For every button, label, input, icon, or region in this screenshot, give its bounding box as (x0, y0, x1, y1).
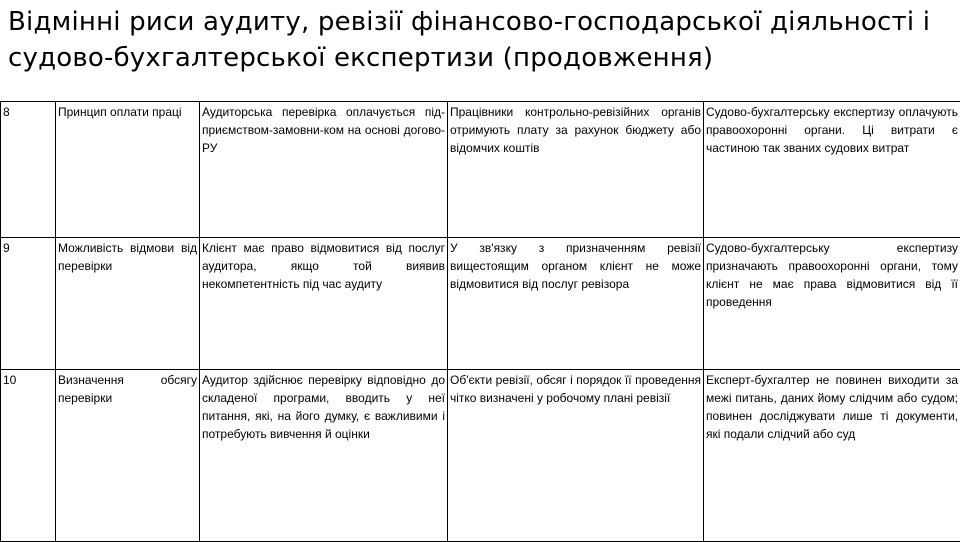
expertise-cell: Судово-бухгалтерську експертизу оплачують правоохоронні органи. Ці витрати є частиною так званих судових витрат (704, 102, 960, 238)
comparison-table (0, 101, 960, 542)
table-row (1, 238, 960, 370)
revision-cell: У зв'язку з призначенням ревізії вищестоящим органом клієнт не може відмовитися від послуг ревізора (448, 238, 704, 370)
expertise-cell: Експерт-бухгалтер не повинен виходити за межі питань, даних йому слідчим або судом; повинен досліджувати лише ті документи, які подали слідчий або суд (704, 370, 960, 542)
row-number: 9 (1, 238, 56, 370)
table-row (1, 102, 960, 238)
revision-cell: Об'єкти ревізії, обсяг і порядок її проведення чітко визначені у робочому плані ревізії (448, 370, 704, 542)
table-row (1, 370, 960, 542)
row-number: 10 (1, 370, 56, 542)
audit-cell: Аудитор здійснює перевірку відповідно до складеної програми, вводить у неї питання, які, на його думку, є важливими і потребують вивчення й оцінки (200, 370, 448, 542)
revision-cell: Працівники контрольно-ревізійних органів отримують плату за рахунок бюджету або відомчих коштів (448, 102, 704, 238)
audit-cell: Аудиторська перевірка оплачується під-приємством-замовни-ком на основі догово-РУ (200, 102, 448, 238)
expertise-cell: Судово-бухгалтерську експертизу призначають правоохоронні органи, тому клієнт не має права відмовитися від її проведення (704, 238, 960, 370)
audit-cell: Клієнт має право відмовитися від послуг аудитора, якщо той виявив некомпетентність під час аудиту (200, 238, 448, 370)
criterion-cell: Можливість відмови від перевірки (56, 238, 200, 370)
criterion-cell: Принцип оплати праці (56, 102, 200, 238)
slide-title: Відмінні риси аудиту, ревізії фінансово-господарської діяльності і судово-бухгалтерської експертизи (продовження) (8, 4, 948, 76)
row-number: 8 (1, 102, 56, 238)
criterion-cell: Визначення обсягу перевірки (56, 370, 200, 542)
